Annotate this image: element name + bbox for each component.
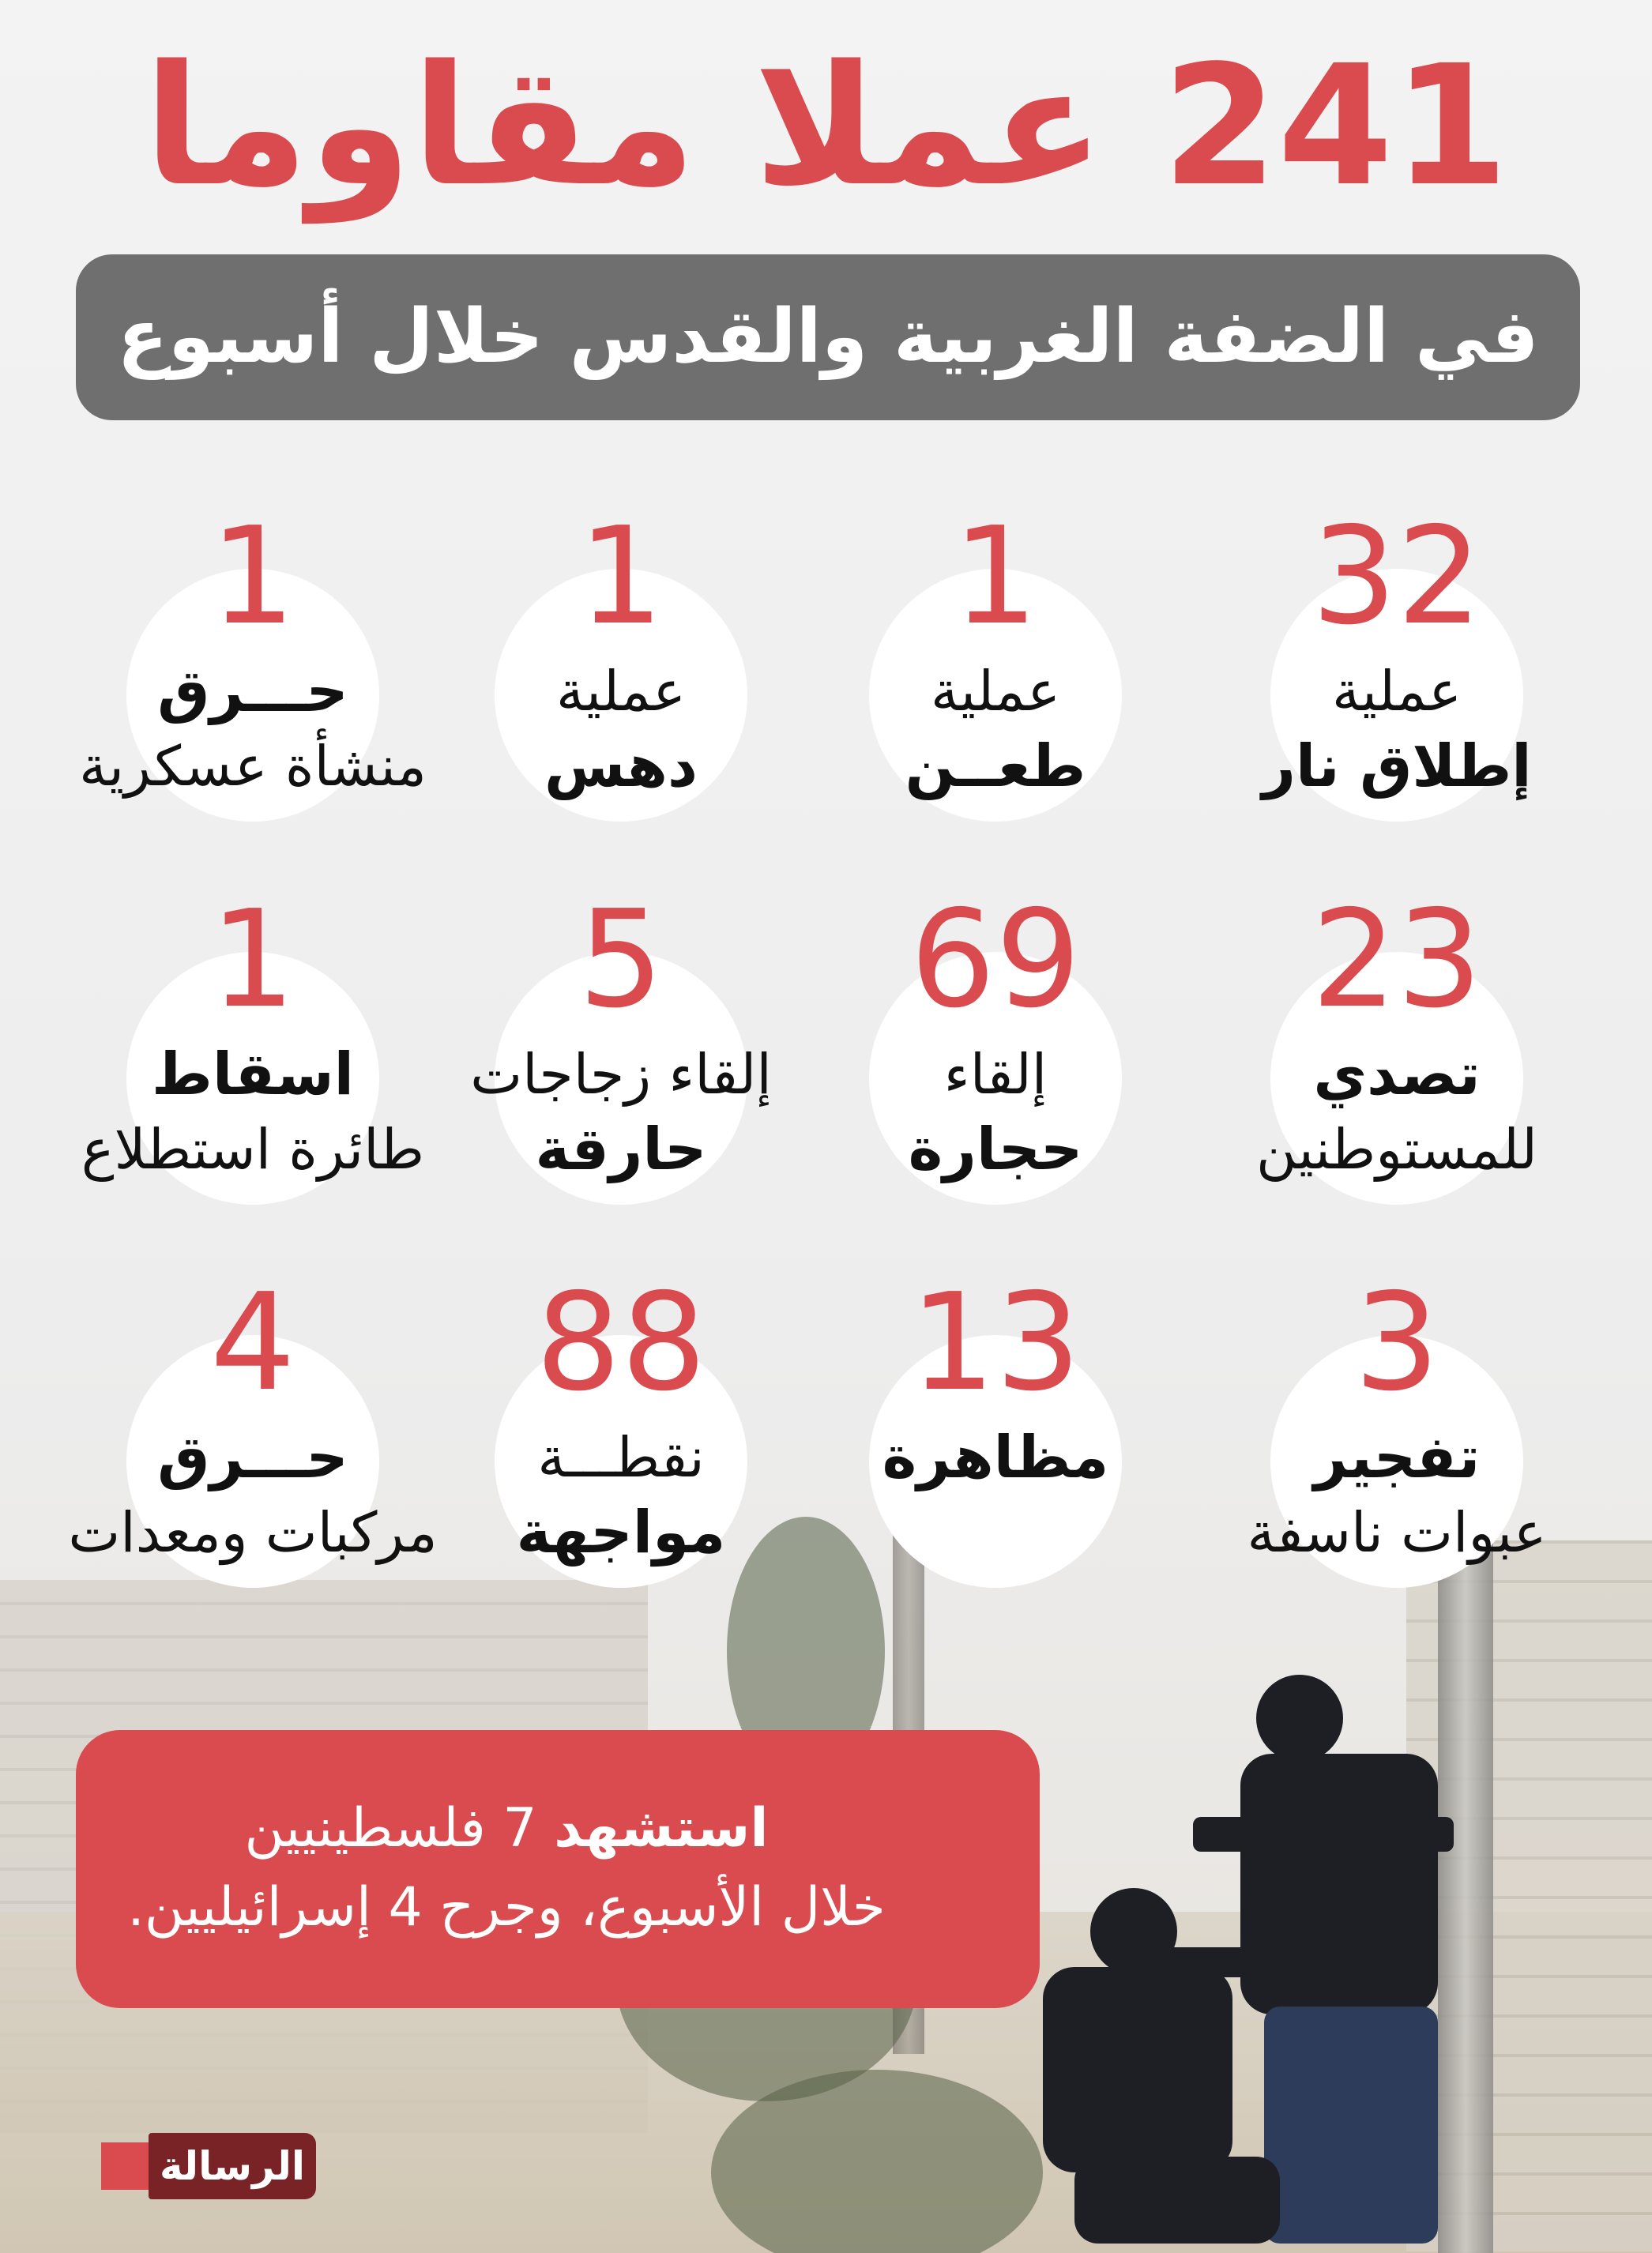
stat-molotov: [416, 882, 826, 1228]
stat-arson-facility: [47, 498, 458, 845]
stat-label-1: اسقاط: [151, 1040, 355, 1108]
banner-line-1: [76, 1793, 937, 1864]
banner-strong: استشهد: [554, 1797, 769, 1860]
casualties-banner: [76, 1730, 1040, 2008]
stat-shooting: [1191, 498, 1602, 845]
stat-label-1: مظاهرة: [882, 1424, 1109, 1491]
banner-rest: 7 فلسطينيين: [244, 1797, 537, 1860]
stat-confrontation-points: [416, 1265, 826, 1612]
stat-label-1: عملية: [930, 659, 1061, 724]
stat-label-2: إطلاق نار: [1262, 732, 1532, 800]
stat-label-2: منشأة عسكرية: [79, 734, 427, 799]
logo-accent: [101, 2142, 149, 2190]
stat-value: 1: [209, 882, 296, 1038]
stat-label-2: مواجهة: [516, 1499, 726, 1567]
stat-value: 5: [578, 882, 664, 1038]
stat-value: 1: [952, 498, 1039, 655]
fighter-legs: [1074, 2157, 1280, 2244]
stat-label-1: إلقاء: [943, 1042, 1048, 1107]
logo: الرسالة: [159, 2143, 306, 2189]
subtitle: في الضفة الغربية والقدس خلال أسبوع: [117, 294, 1539, 380]
stat-label-2: حجارة: [908, 1115, 1083, 1183]
stat-label-1: إلقاء زجاجات: [470, 1042, 772, 1107]
stat-label-2: مركبات ومعدات: [68, 1500, 438, 1565]
rifle-shape: [1130, 1947, 1367, 1977]
stat-ramming: [416, 498, 826, 845]
stat-label-2: حارقة: [535, 1115, 707, 1183]
fighter-head: [1256, 1675, 1343, 1762]
stat-value: 13: [909, 1265, 1082, 1421]
stat-value: 23: [1311, 882, 1483, 1038]
stat-label-1: عملية: [1331, 659, 1462, 724]
stat-value: 1: [209, 498, 296, 655]
stat-label-2: للمستوطنين: [1256, 1117, 1537, 1182]
stat-demonstration: [790, 1265, 1201, 1612]
stat-value: 3: [1353, 1265, 1440, 1421]
stat-value: 88: [535, 1265, 707, 1421]
stat-explosives: [1191, 1265, 1602, 1612]
stat-label-2: طعــن: [905, 732, 1086, 800]
stat-label-1: تفجير: [1313, 1424, 1481, 1491]
stat-label-2: عبوات ناسفة: [1247, 1500, 1547, 1565]
stat-label-1: عملية: [555, 659, 687, 724]
banner-line-2: خلال الأسبوع، وجرح 4 إسرائيليين.: [127, 1876, 886, 1939]
stat-settler-confrontation: [1191, 882, 1602, 1228]
stat-value: 69: [909, 882, 1082, 1038]
stat-label-1: نقطـــة: [537, 1425, 705, 1490]
stat-label-1: تصدي: [1313, 1040, 1481, 1108]
stat-stone-throwing: [790, 882, 1201, 1228]
stat-stabbing: [790, 498, 1201, 845]
rifle-shape: [1193, 1817, 1454, 1852]
fighter-legs: [1264, 2007, 1438, 2244]
fighter-body: [1043, 1967, 1232, 2172]
stat-label-2: طائرة استطلاع: [81, 1117, 425, 1182]
stat-drone-downing: [47, 882, 458, 1228]
stat-value: 32: [1311, 498, 1483, 655]
stat-label-2: دهس: [544, 732, 698, 800]
stat-arson-vehicles: [47, 1265, 458, 1612]
stat-label-1: حـــرق: [157, 1424, 348, 1491]
stat-value: 4: [209, 1265, 296, 1421]
page-title: 241 عملا مقاوما: [143, 29, 1509, 223]
stat-value: 1: [578, 498, 664, 655]
stat-label-1: حـــرق: [157, 657, 348, 725]
